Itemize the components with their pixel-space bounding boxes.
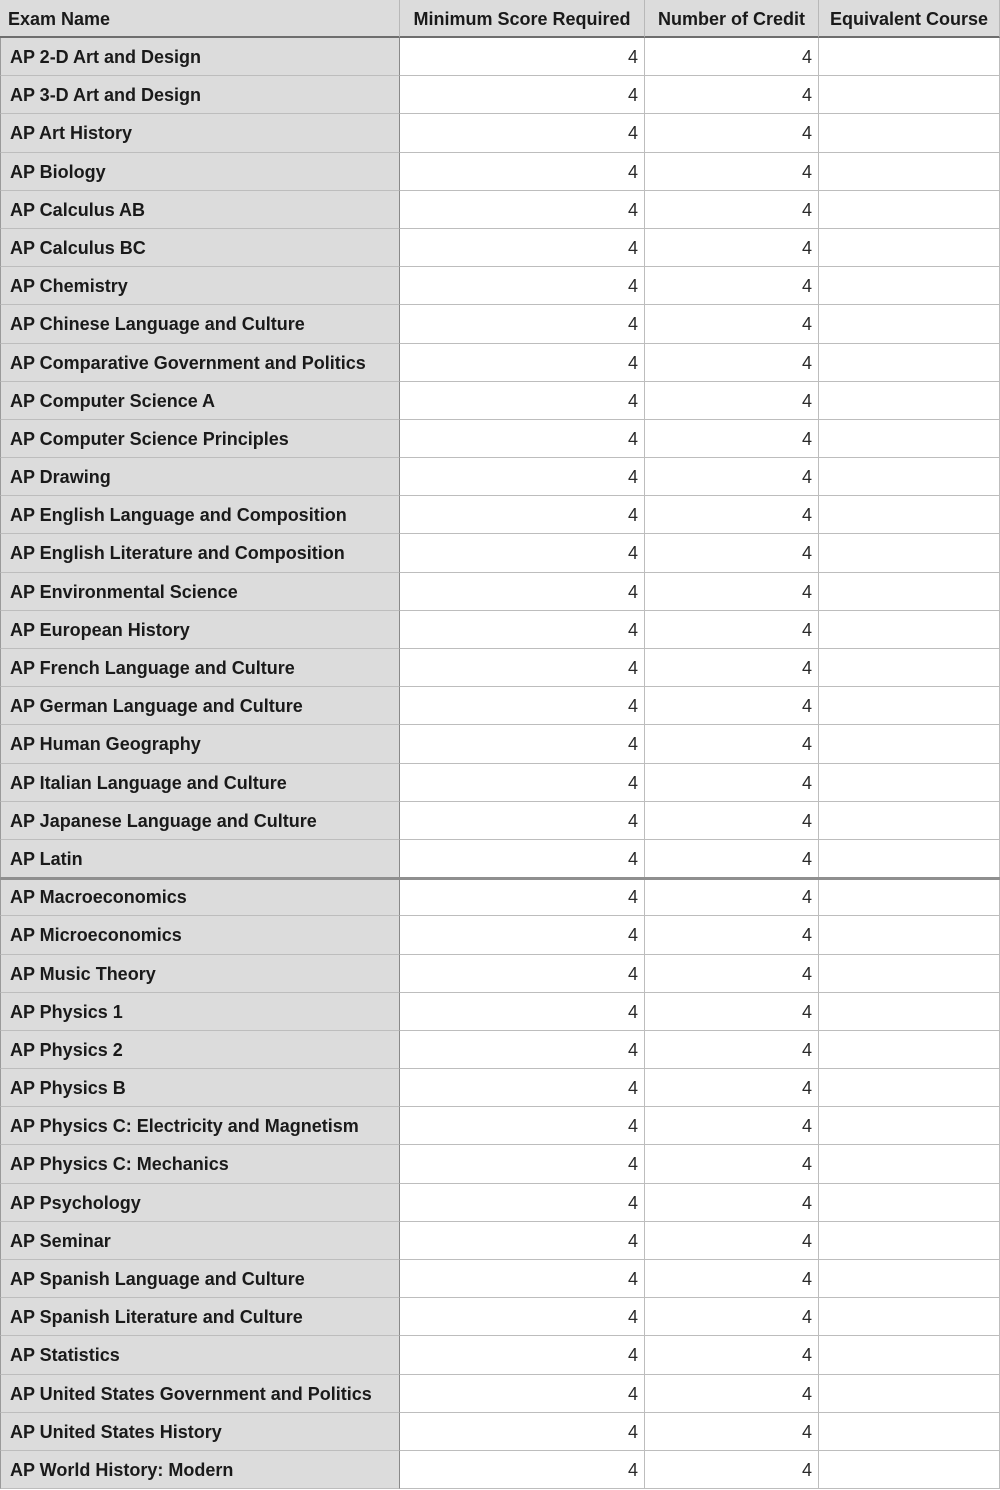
equivalent-course-cell[interactable] bbox=[819, 496, 1000, 534]
equivalent-course-cell[interactable] bbox=[819, 878, 1000, 916]
exam-name-cell[interactable]: AP 3-D Art and Design bbox=[0, 76, 400, 114]
exam-name-cell[interactable]: AP European History bbox=[0, 611, 400, 649]
min-score-cell[interactable]: 4 bbox=[400, 611, 645, 649]
equivalent-course-cell[interactable] bbox=[819, 305, 1000, 343]
credits-cell[interactable]: 4 bbox=[645, 1031, 819, 1069]
min-score-cell[interactable]: 4 bbox=[400, 496, 645, 534]
exam-name-cell[interactable]: AP Art History bbox=[0, 114, 400, 152]
exam-name-cell[interactable]: AP Statistics bbox=[0, 1336, 400, 1374]
min-score-cell[interactable]: 4 bbox=[400, 534, 645, 572]
exam-name-cell[interactable]: AP Calculus BC bbox=[0, 229, 400, 267]
credits-cell[interactable]: 4 bbox=[645, 573, 819, 611]
equivalent-course-cell[interactable] bbox=[819, 1375, 1000, 1413]
equivalent-course-cell[interactable] bbox=[819, 153, 1000, 191]
equivalent-course-cell[interactable] bbox=[819, 802, 1000, 840]
equivalent-course-cell[interactable] bbox=[819, 611, 1000, 649]
min-score-cell[interactable]: 4 bbox=[400, 1069, 645, 1107]
credits-cell[interactable]: 4 bbox=[645, 1375, 819, 1413]
min-score-cell[interactable]: 4 bbox=[400, 649, 645, 687]
equivalent-course-cell[interactable] bbox=[819, 840, 1000, 878]
credits-cell[interactable]: 4 bbox=[645, 1069, 819, 1107]
credits-cell[interactable]: 4 bbox=[645, 191, 819, 229]
equivalent-course-cell[interactable] bbox=[819, 1069, 1000, 1107]
min-score-cell[interactable]: 4 bbox=[400, 153, 645, 191]
credits-cell[interactable]: 4 bbox=[645, 229, 819, 267]
equivalent-course-cell[interactable] bbox=[819, 1336, 1000, 1374]
credits-cell[interactable]: 4 bbox=[645, 420, 819, 458]
column-header-equivalent-course[interactable]: Equivalent Course bbox=[819, 0, 1000, 38]
equivalent-course-cell[interactable] bbox=[819, 1451, 1000, 1489]
equivalent-course-cell[interactable] bbox=[819, 573, 1000, 611]
exam-name-cell[interactable]: AP 2-D Art and Design bbox=[0, 38, 400, 76]
min-score-cell[interactable]: 4 bbox=[400, 229, 645, 267]
credits-cell[interactable]: 4 bbox=[645, 916, 819, 954]
equivalent-course-cell[interactable] bbox=[819, 1184, 1000, 1222]
credits-cell[interactable]: 4 bbox=[645, 496, 819, 534]
credits-cell[interactable]: 4 bbox=[645, 382, 819, 420]
exam-name-cell[interactable]: AP Human Geography bbox=[0, 725, 400, 763]
min-score-cell[interactable]: 4 bbox=[400, 955, 645, 993]
equivalent-course-cell[interactable] bbox=[819, 649, 1000, 687]
equivalent-course-cell[interactable] bbox=[819, 1222, 1000, 1260]
credits-cell[interactable]: 4 bbox=[645, 993, 819, 1031]
min-score-cell[interactable]: 4 bbox=[400, 1298, 645, 1336]
min-score-cell[interactable]: 4 bbox=[400, 420, 645, 458]
equivalent-course-cell[interactable] bbox=[819, 993, 1000, 1031]
credits-cell[interactable]: 4 bbox=[645, 153, 819, 191]
min-score-cell[interactable]: 4 bbox=[400, 802, 645, 840]
min-score-cell[interactable]: 4 bbox=[400, 573, 645, 611]
exam-name-cell[interactable]: AP English Literature and Composition bbox=[0, 534, 400, 572]
equivalent-course-cell[interactable] bbox=[819, 114, 1000, 152]
credits-cell[interactable]: 4 bbox=[645, 1336, 819, 1374]
equivalent-course-cell[interactable] bbox=[819, 458, 1000, 496]
credits-cell[interactable]: 4 bbox=[645, 534, 819, 572]
credits-cell[interactable]: 4 bbox=[645, 1413, 819, 1451]
credits-cell[interactable]: 4 bbox=[645, 687, 819, 725]
min-score-cell[interactable]: 4 bbox=[400, 38, 645, 76]
exam-name-cell[interactable]: AP Music Theory bbox=[0, 955, 400, 993]
credits-cell[interactable]: 4 bbox=[645, 76, 819, 114]
min-score-cell[interactable]: 4 bbox=[400, 1451, 645, 1489]
exam-name-cell[interactable]: AP Comparative Government and Politics bbox=[0, 344, 400, 382]
equivalent-course-cell[interactable] bbox=[819, 76, 1000, 114]
exam-name-cell[interactable]: AP Microeconomics bbox=[0, 916, 400, 954]
equivalent-course-cell[interactable] bbox=[819, 534, 1000, 572]
equivalent-course-cell[interactable] bbox=[819, 382, 1000, 420]
min-score-cell[interactable]: 4 bbox=[400, 1145, 645, 1183]
credits-cell[interactable]: 4 bbox=[645, 802, 819, 840]
credits-cell[interactable]: 4 bbox=[645, 1145, 819, 1183]
min-score-cell[interactable]: 4 bbox=[400, 267, 645, 305]
equivalent-course-cell[interactable] bbox=[819, 1145, 1000, 1183]
exam-name-cell[interactable]: AP Computer Science Principles bbox=[0, 420, 400, 458]
exam-name-cell[interactable]: AP Spanish Language and Culture bbox=[0, 1260, 400, 1298]
credits-cell[interactable]: 4 bbox=[645, 38, 819, 76]
equivalent-course-cell[interactable] bbox=[819, 1413, 1000, 1451]
credits-cell[interactable]: 4 bbox=[645, 305, 819, 343]
exam-name-cell[interactable]: AP Physics B bbox=[0, 1069, 400, 1107]
equivalent-course-cell[interactable] bbox=[819, 1031, 1000, 1069]
exam-name-cell[interactable]: AP Psychology bbox=[0, 1184, 400, 1222]
min-score-cell[interactable]: 4 bbox=[400, 687, 645, 725]
exam-name-cell[interactable]: AP Macroeconomics bbox=[0, 878, 400, 916]
exam-name-cell[interactable]: AP Physics 1 bbox=[0, 993, 400, 1031]
exam-name-cell[interactable]: AP Chinese Language and Culture bbox=[0, 305, 400, 343]
min-score-cell[interactable]: 4 bbox=[400, 1375, 645, 1413]
min-score-cell[interactable]: 4 bbox=[400, 993, 645, 1031]
credits-cell[interactable]: 4 bbox=[645, 1107, 819, 1145]
credits-cell[interactable]: 4 bbox=[645, 649, 819, 687]
min-score-cell[interactable]: 4 bbox=[400, 191, 645, 229]
min-score-cell[interactable]: 4 bbox=[400, 382, 645, 420]
min-score-cell[interactable]: 4 bbox=[400, 1336, 645, 1374]
exam-name-cell[interactable]: AP Spanish Literature and Culture bbox=[0, 1298, 400, 1336]
min-score-cell[interactable]: 4 bbox=[400, 878, 645, 916]
exam-name-cell[interactable]: AP Physics C: Electricity and Magnetism bbox=[0, 1107, 400, 1145]
min-score-cell[interactable]: 4 bbox=[400, 305, 645, 343]
exam-name-cell[interactable]: AP French Language and Culture bbox=[0, 649, 400, 687]
exam-name-cell[interactable]: AP United States Government and Politics bbox=[0, 1375, 400, 1413]
equivalent-course-cell[interactable] bbox=[819, 725, 1000, 763]
min-score-cell[interactable]: 4 bbox=[400, 725, 645, 763]
equivalent-course-cell[interactable] bbox=[819, 916, 1000, 954]
equivalent-course-cell[interactable] bbox=[819, 687, 1000, 725]
exam-name-cell[interactable]: AP Computer Science A bbox=[0, 382, 400, 420]
credits-cell[interactable]: 4 bbox=[645, 955, 819, 993]
exam-name-cell[interactable]: AP Italian Language and Culture bbox=[0, 764, 400, 802]
exam-name-cell[interactable]: AP Seminar bbox=[0, 1222, 400, 1260]
exam-name-cell[interactable]: AP Biology bbox=[0, 153, 400, 191]
min-score-cell[interactable]: 4 bbox=[400, 1184, 645, 1222]
credits-cell[interactable]: 4 bbox=[645, 1298, 819, 1336]
equivalent-course-cell[interactable] bbox=[819, 38, 1000, 76]
column-header-min-score[interactable]: Minimum Score Required bbox=[400, 0, 645, 38]
credits-cell[interactable]: 4 bbox=[645, 1451, 819, 1489]
exam-name-cell[interactable]: AP Japanese Language and Culture bbox=[0, 802, 400, 840]
credits-cell[interactable]: 4 bbox=[645, 1222, 819, 1260]
credits-cell[interactable]: 4 bbox=[645, 1260, 819, 1298]
exam-name-cell[interactable]: AP Physics C: Mechanics bbox=[0, 1145, 400, 1183]
min-score-cell[interactable]: 4 bbox=[400, 916, 645, 954]
credits-cell[interactable]: 4 bbox=[645, 725, 819, 763]
equivalent-course-cell[interactable] bbox=[819, 267, 1000, 305]
min-score-cell[interactable]: 4 bbox=[400, 458, 645, 496]
column-header-exam-name[interactable]: Exam Name bbox=[0, 0, 400, 38]
equivalent-course-cell[interactable] bbox=[819, 191, 1000, 229]
credits-cell[interactable]: 4 bbox=[645, 344, 819, 382]
exam-name-cell[interactable]: AP United States History bbox=[0, 1413, 400, 1451]
credits-cell[interactable]: 4 bbox=[645, 878, 819, 916]
sheet-divider bbox=[0, 877, 1000, 880]
equivalent-course-cell[interactable] bbox=[819, 1298, 1000, 1336]
min-score-cell[interactable]: 4 bbox=[400, 114, 645, 152]
equivalent-course-cell[interactable] bbox=[819, 1107, 1000, 1145]
credits-cell[interactable]: 4 bbox=[645, 840, 819, 878]
exam-name-cell[interactable]: AP English Language and Composition bbox=[0, 496, 400, 534]
credits-cell[interactable]: 4 bbox=[645, 1184, 819, 1222]
equivalent-course-cell[interactable] bbox=[819, 229, 1000, 267]
equivalent-course-cell[interactable] bbox=[819, 764, 1000, 802]
equivalent-course-cell[interactable] bbox=[819, 1260, 1000, 1298]
min-score-cell[interactable]: 4 bbox=[400, 764, 645, 802]
exam-name-cell[interactable]: AP Chemistry bbox=[0, 267, 400, 305]
credits-cell[interactable]: 4 bbox=[645, 267, 819, 305]
credits-cell[interactable]: 4 bbox=[645, 764, 819, 802]
min-score-cell[interactable]: 4 bbox=[400, 1107, 645, 1145]
credits-cell[interactable]: 4 bbox=[645, 458, 819, 496]
min-score-cell[interactable]: 4 bbox=[400, 1222, 645, 1260]
exam-name-cell[interactable]: AP Environmental Science bbox=[0, 573, 400, 611]
min-score-cell[interactable]: 4 bbox=[400, 344, 645, 382]
min-score-cell[interactable]: 4 bbox=[400, 1031, 645, 1069]
min-score-cell[interactable]: 4 bbox=[400, 1260, 645, 1298]
min-score-cell[interactable]: 4 bbox=[400, 76, 645, 114]
equivalent-course-cell[interactable] bbox=[819, 344, 1000, 382]
exam-name-cell[interactable]: AP Physics 2 bbox=[0, 1031, 400, 1069]
exam-name-cell[interactable]: AP German Language and Culture bbox=[0, 687, 400, 725]
equivalent-course-cell[interactable] bbox=[819, 955, 1000, 993]
column-header-credits[interactable]: Number of Credit bbox=[645, 0, 819, 38]
credits-cell[interactable]: 4 bbox=[645, 611, 819, 649]
min-score-cell[interactable]: 4 bbox=[400, 840, 645, 878]
exam-name-cell[interactable]: AP World History: Modern bbox=[0, 1451, 400, 1489]
min-score-cell[interactable]: 4 bbox=[400, 1413, 645, 1451]
credits-cell[interactable]: 4 bbox=[645, 114, 819, 152]
exam-name-cell[interactable]: AP Drawing bbox=[0, 458, 400, 496]
exam-name-cell[interactable]: AP Calculus AB bbox=[0, 191, 400, 229]
exam-name-cell[interactable]: AP Latin bbox=[0, 840, 400, 878]
equivalent-course-cell[interactable] bbox=[819, 420, 1000, 458]
